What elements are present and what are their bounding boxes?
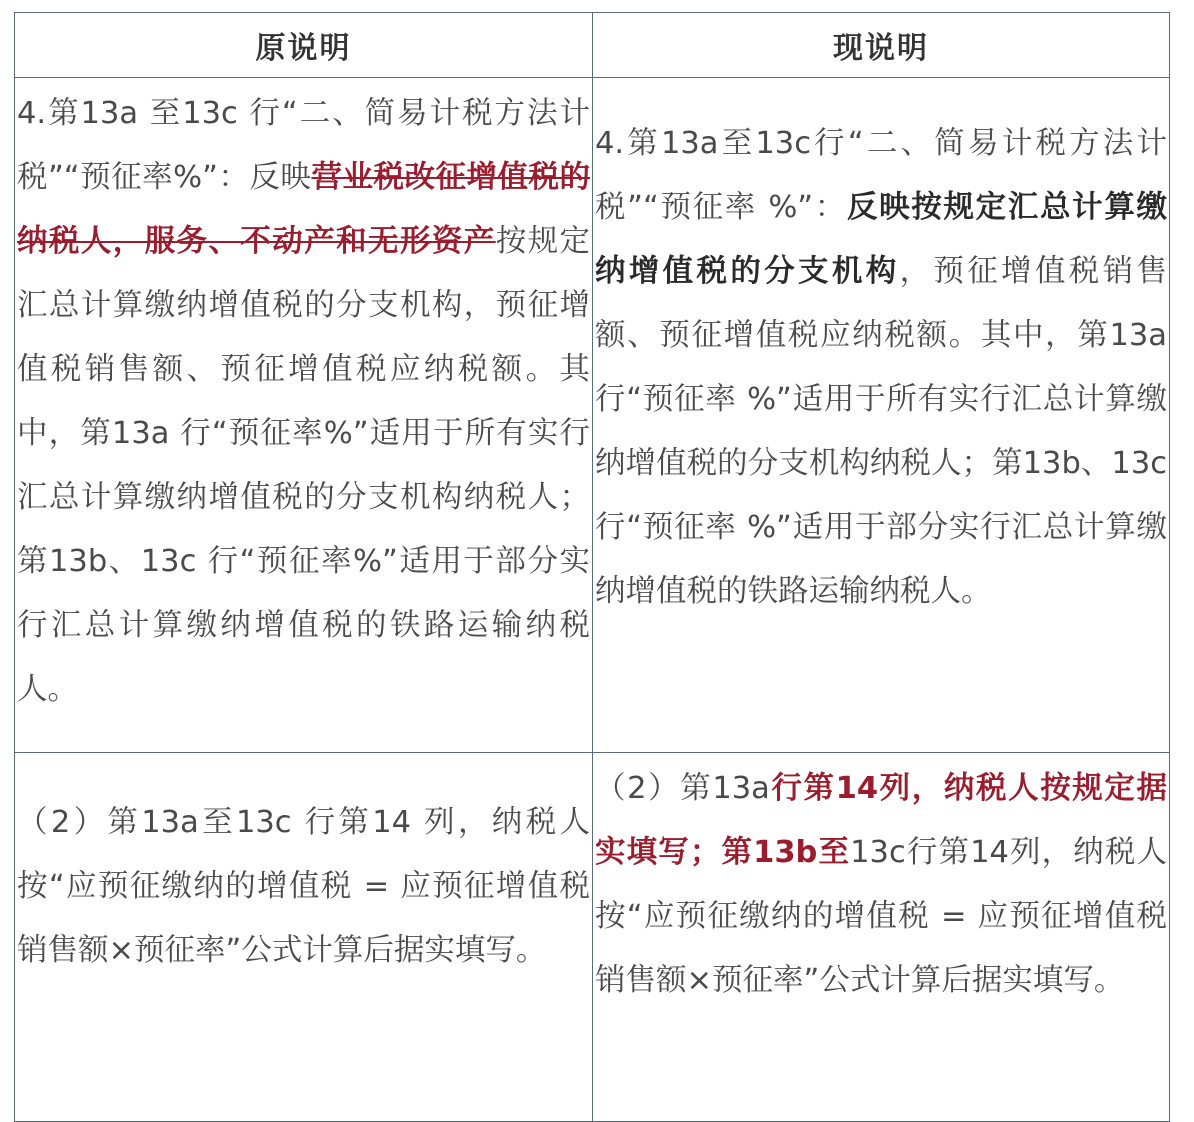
cell-current-item2 — [593, 753, 1170, 1122]
header-row — [15, 13, 1170, 78]
header-current: 现说明 — [593, 13, 1170, 78]
text-segment: 4.第13a 至13c 行“二、简易计税方法计税”“预征率%”：反映 — [17, 96, 590, 195]
header-original: 原说明 — [15, 13, 593, 78]
text-segment: （2）第13a — [595, 771, 770, 806]
cell-current-item4 — [593, 78, 1170, 753]
table-row — [15, 78, 1170, 753]
cell-original-item2 — [15, 753, 593, 1122]
text-segment: 4.第13a至13c行“二、简易计税方法计税”“预征率 %”： — [595, 126, 1167, 225]
table-row — [15, 753, 1170, 1122]
text-segment: （2）第13a至13c 行第14 列，纳税人按“应预征缴纳的增值税 = 应预征增值税销售额×预征率”公式计算后据实填写。 — [17, 805, 590, 968]
cell-original-item4 — [15, 78, 593, 753]
text-segment: ，预征增值税销售额、预征增值税应纳税额。其中，第13a行“预征率 %”适用于所有实行汇总计算缴纳增值税的分支机构纳税人；第13b、13c行“预征率 %”适用于部分实行汇总计算缴纳增值税的铁路运输纳税人。 — [595, 254, 1167, 609]
emphasized-text: 反映按规定汇总计算缴纳增值税的分支机构 — [595, 190, 1167, 289]
text-segment: 13c行第14列，纳税人按“应预征缴纳的增值税 = 应预征增值税销售额×预征率”公式计算后据实填写。 — [595, 835, 1168, 998]
deleted-text: 营业税改征增值税的纳税人，服务、不动产和无形资产 — [17, 160, 591, 259]
comparison-table — [14, 12, 1170, 1122]
added-text: 行第14列，纳税人按规定据实填写；第13b至 — [595, 771, 1168, 870]
text-segment: 按规定汇总计算缴纳增值税的分支机构，预征增值税销售额、预征增值税应纳税额。其中，第13a 行“预征率%”适用于所有实行汇总计算缴纳增值税的分支机构纳税人；第13b、13c 行“预征率%”适用于部分实行汇总计算缴纳增值税的铁路运输纳税人。 — [17, 224, 591, 707]
